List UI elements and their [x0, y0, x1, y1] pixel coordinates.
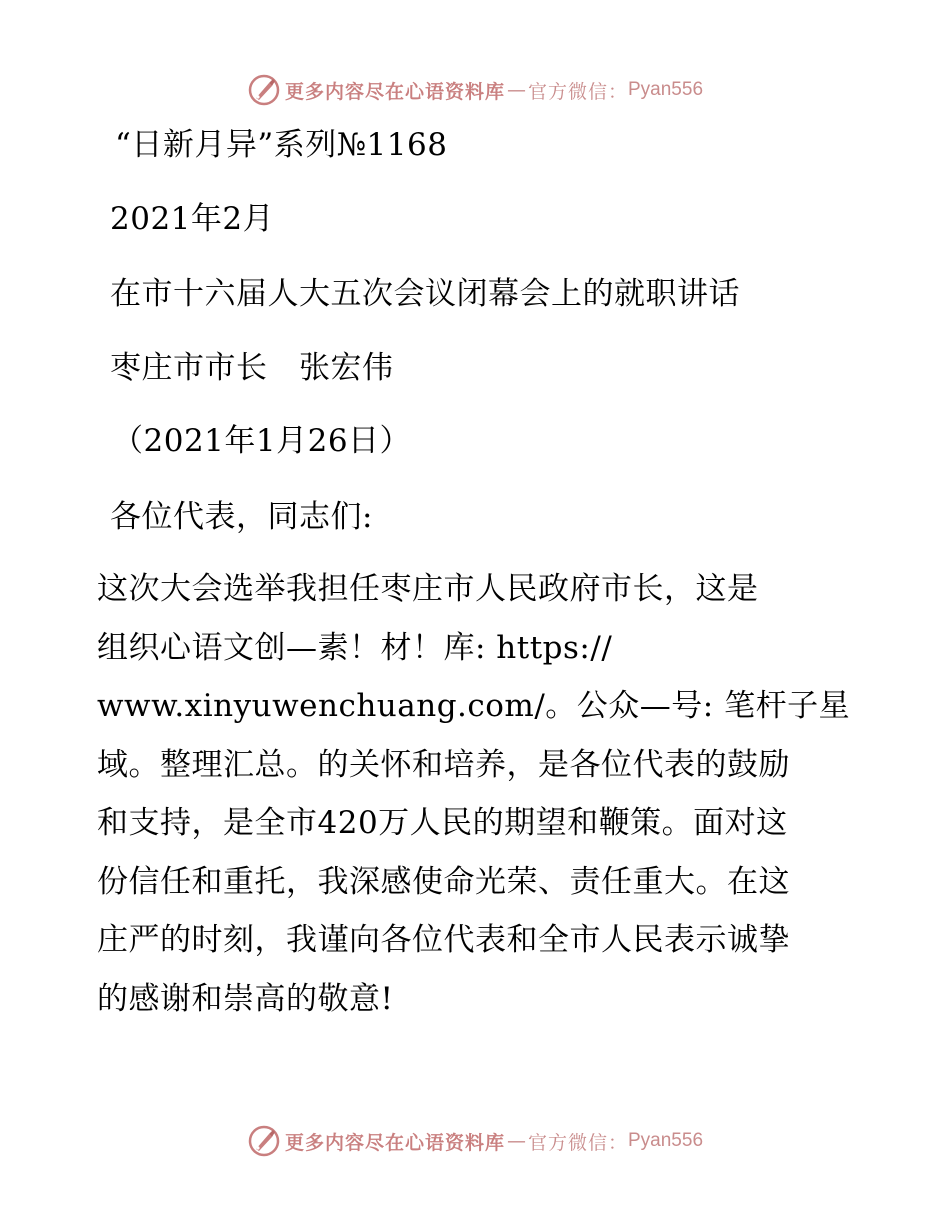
header-watermark — [0, 72, 950, 108]
pen-logo-icon — [247, 73, 281, 107]
watermark-text: 更多内容尽在心语资料库 — [284, 1131, 505, 1154]
paragraph-line: 和支持，是全市420万人民的期望和鞭策。面对这 — [97, 805, 788, 841]
speech-title: 在市十六届人大五次会议闭幕会上的就职讲话 — [110, 276, 740, 312]
body-paragraph — [97, 560, 857, 1028]
footer-watermark — [0, 1123, 950, 1159]
watermark-dash: — — [506, 79, 526, 101]
watermark-contact-id: Pyan556 — [628, 79, 704, 100]
series-label: “日新月异”系列№1168 — [115, 127, 448, 163]
paragraph-line: 域。整理汇总。的关怀和培养，是各位代表的鼓励 — [97, 746, 790, 783]
paragraph-line: 份信任和重托，我深感使命光荣、责任重大。在这 — [97, 863, 790, 900]
paragraph-line: 的感谢和崇高的敬意! — [97, 980, 394, 1017]
paragraph-line: 这次大会选举我担任枣庄市人民政府市长，这是 — [97, 571, 759, 607]
paragraph-line: 庄严的时刻，我谨向各位代表和全市人民表示诚挚 — [97, 922, 790, 958]
speech-date: （2021年1月26日） — [112, 423, 412, 459]
watermark-contact-label: 官方微信： — [527, 1131, 628, 1154]
paragraph-line: 组织心语文创—素！材！库: https:// — [97, 629, 613, 666]
watermark-text: 更多内容尽在心语资料库 — [284, 80, 505, 103]
document-date: 2021年2月 — [110, 201, 275, 237]
speech-author: 枣庄市市长 张宏伟 — [110, 350, 394, 386]
paragraph-line: www.xinyuwenchuang.com/。公众—号: 笔杆子星 — [97, 688, 851, 724]
watermark-contact-label: 官方微信： — [527, 80, 628, 103]
watermark-contact-id: Pyan556 — [628, 1130, 704, 1151]
salutation: 各位代表，同志们: — [110, 499, 373, 535]
pen-logo-icon — [247, 1124, 281, 1158]
watermark-dash: — — [506, 1130, 526, 1152]
